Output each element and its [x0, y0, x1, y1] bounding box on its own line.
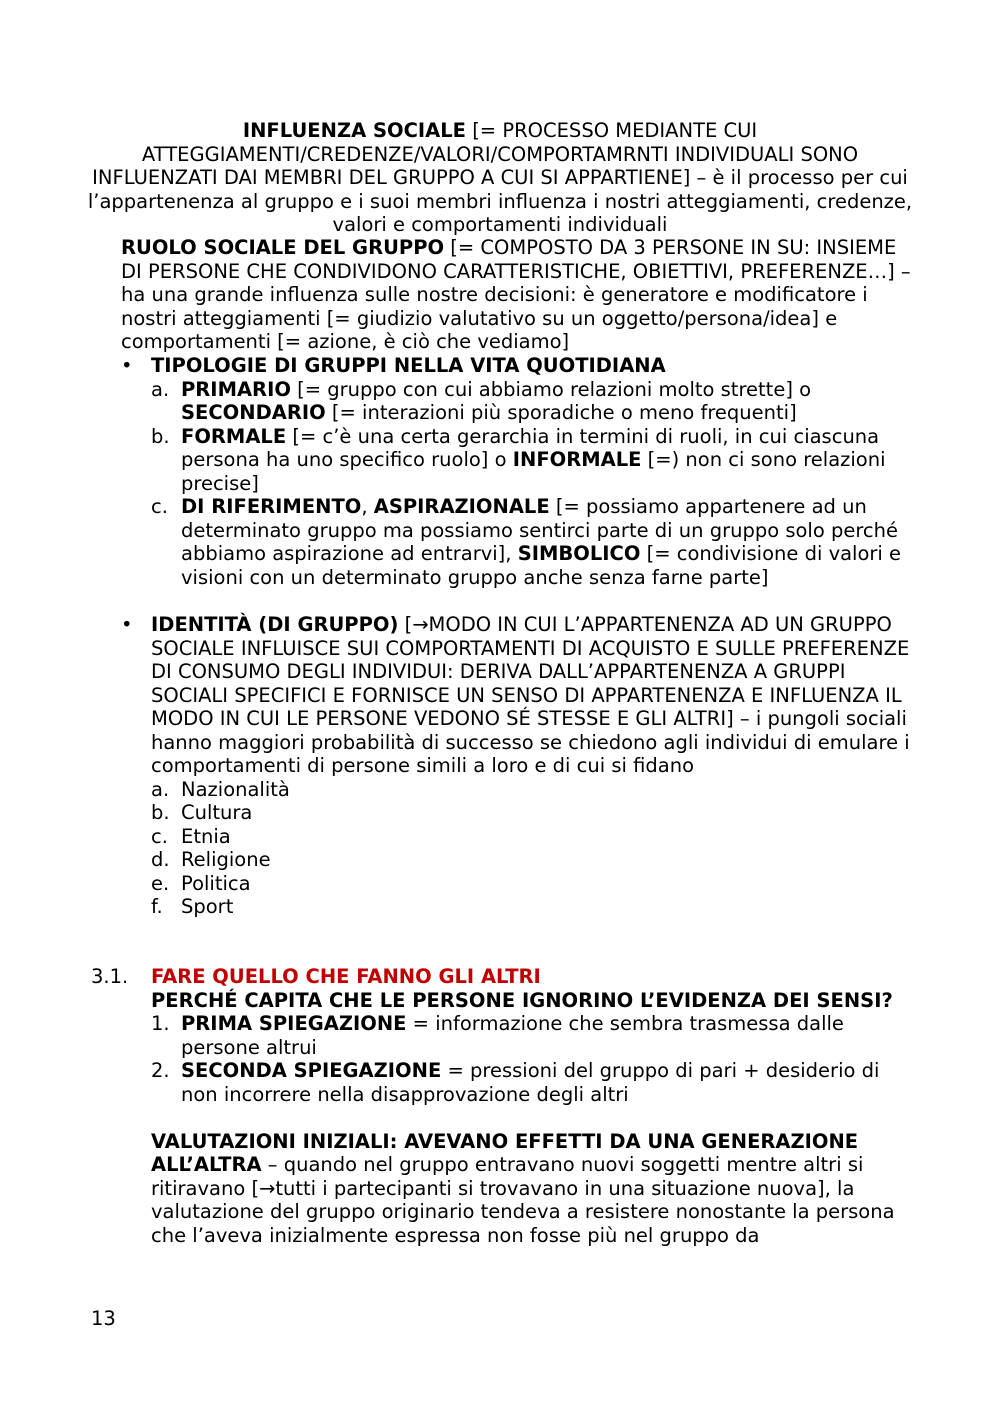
list-marker: f.: [151, 895, 163, 918]
formale-term: FORMALE: [181, 424, 287, 448]
section-3-1: [91, 965, 911, 1247]
valutazioni-term: VALUTAZIONI INIZIALI: AVEVANO EFFETTI DA UNA GENERAZIONE ALL’ALTRA: [151, 1129, 859, 1176]
list-item: [151, 801, 911, 825]
list-item: [151, 825, 911, 849]
ruolo-sociale-definition: [= COMPOSTO DA 3 PERSONE IN SU: INSIEME DI PERSONE CHE CONDIVIDONO CARATTERISTICHE, OBIETTIVI, PREFERENZE…] – ha una grande influenza sulle nostre decisioni: è generatore e modificatore i nostri atteggiamenti [= giudizio valutativo su un oggetto/persona/idea] e comportamenti [= azione, è ciò che vediamo]: [121, 236, 911, 353]
list-item-text: Sport: [181, 895, 234, 918]
list-item-text: Cultura: [181, 801, 253, 824]
tipologie-heading: TIPOLOGIE DI GRUPPI NELLA VITA QUOTIDIANA: [151, 354, 666, 377]
list-marker: a.: [151, 777, 170, 801]
section-number: 3.1.: [91, 965, 129, 988]
aspirazionale-term: ASPIRAZIONALE: [373, 495, 550, 518]
spiegazioni-list: [151, 1012, 911, 1106]
simbolico-term: SIMBOLICO: [517, 542, 641, 565]
list-item: [151, 378, 911, 425]
list-marker: d.: [151, 848, 170, 871]
simbolico-definition: [= condivisione di valori e visioni con un determinato gruppo anche senza farne parte]: [181, 542, 902, 589]
secondario-term: SECONDARIO: [181, 401, 326, 424]
identita-term: IDENTITÀ (DI GRUPPO): [151, 613, 399, 636]
list-item-text: Religione: [181, 848, 271, 871]
secondario-definition: [= interazioni più sporadiche o meno frequenti]: [325, 401, 797, 424]
prima-spiegazione-definition: = informazione che sembra trasmessa dalle persone altrui: [181, 1012, 844, 1059]
seconda-spiegazione-definition: = pressioni del gruppo di pari + desiderio di non incorrere nella disapprovazione degli altri: [181, 1059, 880, 1106]
list-item: [151, 1012, 911, 1059]
informale-definition: [=) non ci sono relazioni precise]: [181, 448, 886, 495]
list-marker: a.: [151, 377, 170, 401]
list-item: [151, 495, 911, 589]
bullet-icon: •: [121, 354, 133, 377]
list-item: [151, 425, 911, 496]
page-number: 13: [91, 1307, 116, 1330]
list-item-text: Etnia: [181, 824, 231, 848]
list-marker: b.: [151, 424, 170, 448]
list-item-text: Nazionalità: [181, 777, 290, 801]
identita-list: [151, 778, 911, 919]
bullet-icon: •: [121, 613, 133, 636]
di-riferimento-term: DI RIFERIMENTO: [181, 495, 362, 518]
list-item: [151, 848, 911, 872]
ruolo-sociale-term: RUOLO SOCIALE DEL GRUPPO: [121, 236, 445, 259]
primario-definition: [= gruppo con cui abbiamo relazioni molto strette] o: [290, 377, 812, 401]
separator: ,: [361, 495, 374, 518]
list-marker: c.: [151, 824, 168, 848]
tipologie-list: [151, 378, 911, 590]
list-marker: c.: [151, 495, 168, 518]
influenza-sociale-term: INFLUENZA SOCIALE: [242, 119, 466, 142]
ruolo-sociale-paragraph: [121, 236, 911, 354]
formale-definition: [= c’è una certa gerarchia in termini di ruoli, in cui ciascuna persona ha uno specifico ruolo] o: [181, 424, 880, 471]
identita-bullet: [121, 613, 911, 919]
informale-term: INFORMALE: [512, 448, 642, 471]
list-item: [151, 1059, 911, 1106]
list-item: [151, 778, 911, 802]
list-marker: b.: [151, 801, 170, 824]
list-marker: 2.: [151, 1059, 170, 1082]
section-title: FARE QUELLO CHE FANNO GLI ALTRI: [151, 965, 541, 988]
aspirazionale-definition: [= possiamo appartenere ad un determinato gruppo ma possiamo sentirci parte di un gruppo solo perché abbiamo aspirazione ad entrarvi],: [181, 495, 899, 565]
influenza-sociale-definition: [= PROCESSO MEDIANTE CUI ATTEGGIAMENTI/CREDENZE/VALORI/COMPORTAMRNTI INDIVIDUALI SONO INFLUENZATI DAI MEMBRI DEL GRUPPO A CUI SI APPARTIENE] – è il processo per cui l’appartenenza al gruppo e i suoi membri influenza i nostri atteggiamenti, credenze, valori e comportamenti individuali: [87, 119, 913, 236]
section-question: PERCHÉ CAPITA CHE LE PERSONE IGNORINO L’EVIDENZA DEI SENSI?: [151, 988, 893, 1012]
prima-spiegazione-term: PRIMA SPIEGAZIONE: [181, 1012, 407, 1035]
list-item: [151, 872, 911, 896]
valutazioni-definition: – quando nel gruppo entravano nuovi soggetti mentre altri si ritiravano [→tutti i partecipanti si trovavano in una situazione nuova], la valutazione del gruppo originario tendeva a resistere nonostante la persona che l’aveva inizialmente espressa non fosse più nel gruppo da: [151, 1153, 895, 1247]
tipologie-bullet: [121, 354, 911, 589]
list-marker: 1.: [151, 1012, 170, 1035]
identita-definition: [→MODO IN CUI L’APPARTENENZA AD UN GRUPPO SOCIALE INFLUISCE SUI COMPORTAMENTI DI ACQUISTO E SULLE PREFERENZE DI CONSUMO DEGLI INDIVIDUI: DERIVA DALL’APPARTENENZA A GRUPPI SOCIALI SPECIFICI E FORNISCE UN SENSO DI APPARTENENZA E INFLUENZA IL MODO IN CUI LE PERSONE VEDONO SÉ STESSE E GLI ALTRI] – i pungoli sociali hanno maggiori probabilità di successo se chiedono agli individui di emulare i comportamenti di persone simili a loro e di cui si fidano: [151, 613, 910, 777]
list-item: [151, 895, 911, 919]
intro-paragraph: [85, 119, 915, 237]
list-item-text: Politica: [181, 871, 251, 895]
primario-term: PRIMARIO: [181, 377, 291, 401]
valutazioni-paragraph: [151, 1130, 911, 1248]
list-marker: e.: [151, 871, 170, 895]
seconda-spiegazione-term: SECONDA SPIEGAZIONE: [181, 1059, 442, 1082]
spacer: [151, 1106, 911, 1130]
